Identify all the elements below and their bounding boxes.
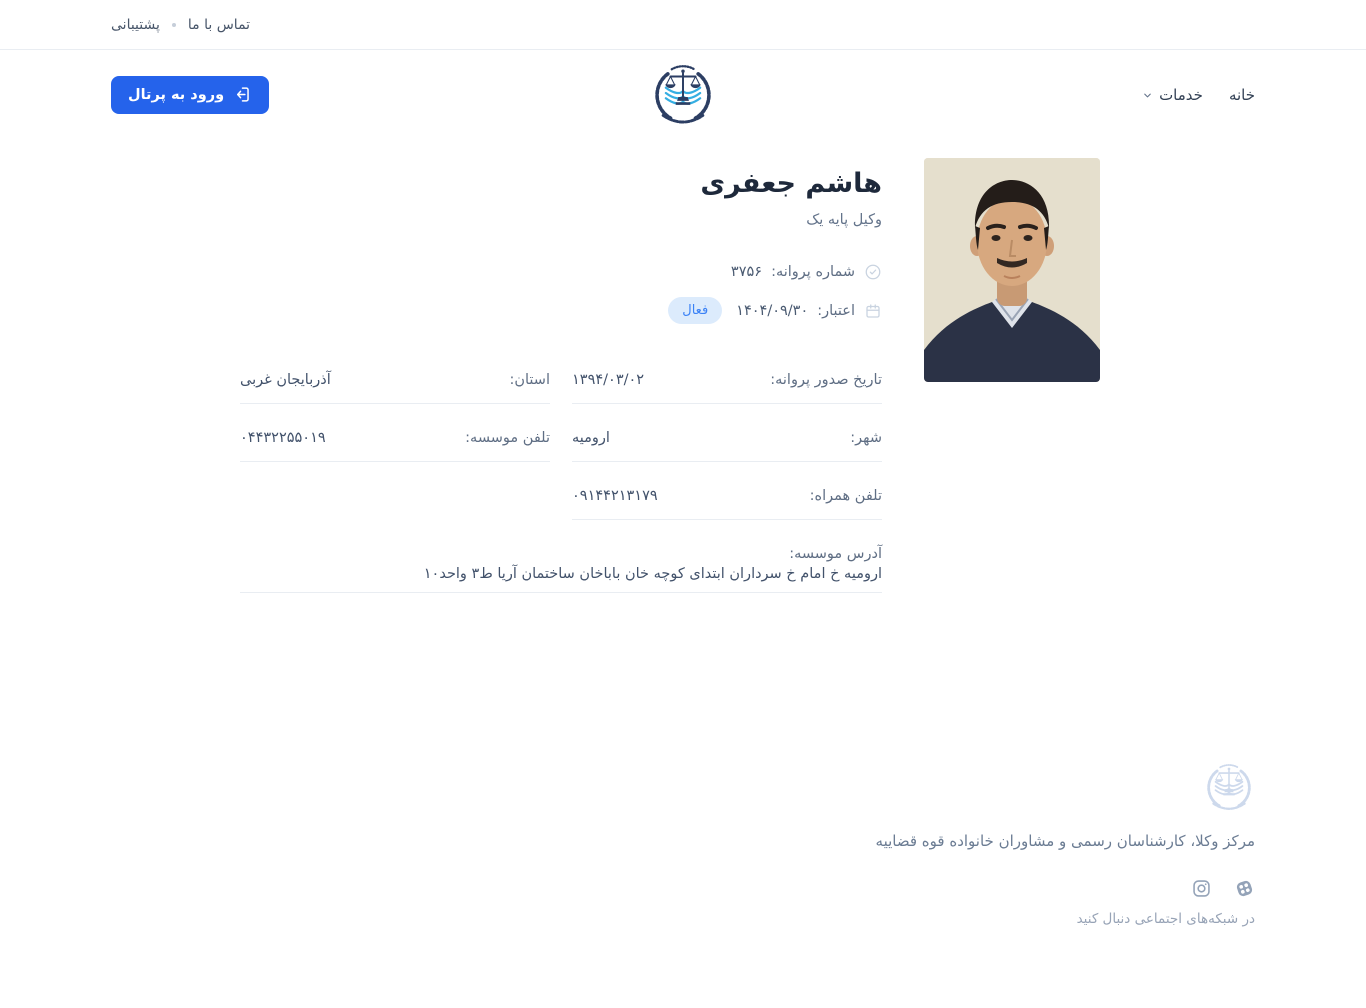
footer-logo — [1203, 757, 1255, 819]
lawyer-name: هاشم جعفری — [700, 168, 882, 199]
main-nav — [1142, 86, 1255, 104]
field-empty — [240, 486, 550, 520]
field-value: ۰۴۴۳۲۲۵۵۰۱۹ — [240, 430, 326, 446]
instagram-icon — [1191, 878, 1212, 899]
license-number-row — [240, 259, 882, 285]
justice-scales-book-emblem-muted-icon — [1203, 757, 1255, 815]
license-meta — [240, 259, 882, 324]
field-value: آذربایجان غربی — [240, 372, 331, 388]
validity-value: ۱۴۰۴/۰۹/۳۰ — [736, 302, 809, 319]
login-button-label: ورود به پرتال — [128, 86, 225, 103]
footer — [0, 757, 1366, 1008]
check-circle-icon — [864, 263, 882, 281]
field-province — [240, 370, 550, 404]
status-badge: فعال — [668, 297, 722, 324]
lawyer-photo — [924, 158, 1100, 382]
lawyer-job-title: وکیل پایه یک — [806, 212, 882, 228]
calendar-icon — [864, 302, 882, 320]
nav-item-home[interactable]: خانه — [1228, 85, 1255, 104]
social-links — [1191, 878, 1255, 899]
topbar-link-support[interactable]: پشتیبانی — [111, 16, 160, 33]
field-value: ارومیه — [572, 430, 610, 446]
field-mobile-phone — [572, 486, 882, 520]
license-value: ۳۷۵۶ — [730, 264, 763, 280]
chevron-down-icon — [1142, 90, 1153, 101]
field-label: استان: — [509, 372, 550, 388]
lawyer-info — [240, 158, 882, 593]
field-label: تاریخ صدور پروانه: — [770, 372, 882, 388]
fields-grid — [240, 370, 882, 593]
validity-row — [240, 297, 882, 324]
field-value: ۱۳۹۴/۰۳/۰۲ — [572, 372, 645, 388]
nav-item-services-label: خدمات — [1159, 85, 1203, 104]
topbar — [0, 0, 1366, 50]
site-logo[interactable] — [650, 56, 716, 134]
license-label: شماره پروانه: — [771, 264, 855, 280]
aparat-link[interactable] — [1234, 878, 1255, 899]
dot-separator-icon — [172, 23, 176, 27]
field-issue-date — [572, 370, 882, 404]
field-label: تلفن همراه: — [809, 488, 882, 504]
topbar-link-contact[interactable]: تماس با ما — [187, 16, 251, 33]
validity-label: اعتبار: — [817, 302, 855, 319]
instagram-link[interactable] — [1191, 878, 1212, 899]
field-city — [572, 428, 882, 462]
footer-org-name: مرکز وکلا، کارشناسان رسمی و مشاوران خانواده قوه قضاییه — [875, 832, 1255, 850]
portrait-image — [924, 158, 1100, 382]
field-value: ۰۹۱۴۴۲۱۳۱۷۹ — [572, 488, 658, 504]
login-icon — [233, 85, 252, 104]
header — [0, 50, 1366, 139]
nav-item-services[interactable] — [1142, 86, 1203, 104]
field-label: شهر: — [850, 430, 882, 446]
field-office-phone — [240, 428, 550, 462]
address-value: ارومیه خ امام خ سرداران ابتدای کوچه خان باباخان ساختمان آریا ط۳ واحد۱۰ — [423, 566, 882, 582]
social-caption: در شبکه‌های اجتماعی دنبال کنید — [1076, 911, 1255, 927]
profile-section — [111, 158, 1255, 593]
justice-scales-book-emblem-icon — [650, 56, 716, 130]
address-block — [240, 544, 882, 593]
field-label: تلفن موسسه: — [465, 430, 550, 446]
login-portal-button[interactable] — [111, 76, 269, 114]
address-label: آدرس موسسه: — [789, 546, 882, 562]
aparat-icon — [1234, 878, 1255, 899]
